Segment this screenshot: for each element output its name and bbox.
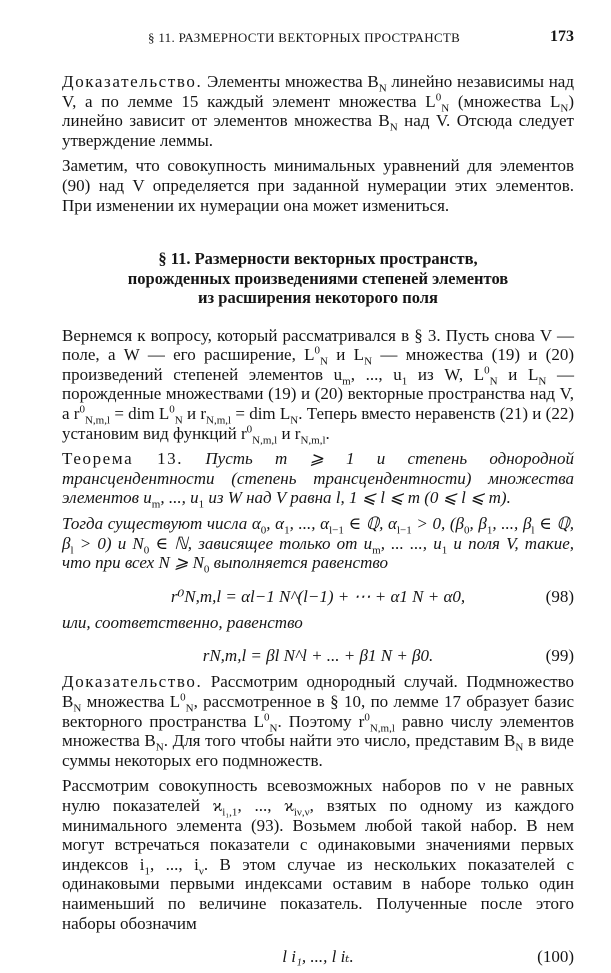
text-run: Доказательство. xyxy=(62,72,203,91)
text-run: и поля V, такие, что при всех N ⩾ N xyxy=(62,533,574,573)
paragraph xyxy=(62,325,575,447)
text-run: l xyxy=(531,524,535,537)
text-run: ∈ ℚ, α xyxy=(343,514,397,533)
text-run: N xyxy=(489,375,498,388)
text-run: (множества L xyxy=(449,91,561,111)
text-run: 1 xyxy=(144,865,150,878)
text-run: N xyxy=(364,355,373,368)
text-run: . xyxy=(325,423,330,443)
paragraph xyxy=(62,72,574,150)
text-run: 0 xyxy=(79,403,85,416)
text-run: 1 xyxy=(401,375,408,388)
text-run: N,m,l xyxy=(84,414,111,427)
text-run: m xyxy=(342,375,351,388)
text-run: линейно независимы над V, а по лемме 15 каждый элемент множества L xyxy=(62,72,574,111)
text-run: , рассмотренное в § 10, по лемме 17 образует базис векторного пространства L xyxy=(62,691,574,731)
text-run: N xyxy=(378,82,387,95)
text-run: N xyxy=(441,101,450,114)
text-run: 0 xyxy=(263,710,270,723)
text-run: и r xyxy=(182,404,207,424)
text-run: iν,ν xyxy=(293,806,310,819)
text-run: l−1 xyxy=(396,524,412,537)
text-run: , α xyxy=(266,514,285,533)
text-run: множества L xyxy=(81,691,181,711)
text-run: l xyxy=(70,543,74,556)
text-run: = dim L xyxy=(231,404,291,424)
formula-body: l i₁, ..., l iₜ. xyxy=(282,947,354,967)
text-run: N xyxy=(538,375,547,388)
text-run: 0 xyxy=(143,543,150,556)
text-run: 0 xyxy=(169,403,175,416)
text-run: над V. Отсюда следует утверждение леммы. xyxy=(62,111,574,150)
text-run: N xyxy=(269,721,278,734)
text-run: , ..., u xyxy=(160,488,199,508)
equation-number: (99) xyxy=(545,646,574,666)
formula-body: r⁰N,m,l = αl−1 N^(l−1) + ⋯ + α1 N + α0, xyxy=(170,586,466,606)
text-run: , ..., ϰ xyxy=(237,795,294,815)
text-run: Элементы множества B xyxy=(202,72,379,91)
formula-body: rN,m,l = βl N^l + ... + β1 N + β0. xyxy=(202,646,434,666)
section-title-line: порожденных произведениями степеней элементов xyxy=(127,268,509,288)
paragraph xyxy=(62,672,574,770)
text-run: из W, L xyxy=(407,364,485,384)
section-title xyxy=(62,249,574,308)
text-run: Вернемся к вопросу, который рассматривался в § 3. Пусть снова V — поле, а W — его расширение, L xyxy=(62,325,574,365)
text-run: — множества (19) и (20) произведений степеней элементов u xyxy=(62,345,574,384)
text-run: . В этом случае из нескольких показателей с одинаковыми первыми индексами оставим в наборе только один наименьший по величине показатель. Полученные после этого наборы обозначим xyxy=(62,854,574,933)
paragraph xyxy=(62,514,574,576)
text-run: 0 xyxy=(203,563,210,576)
text-run: и L xyxy=(327,345,365,365)
text-run: ) линейно зависит от элементов множества B xyxy=(62,91,574,131)
text-run: и r xyxy=(277,423,301,443)
text-run: . Для того чтобы найти это число, представим B xyxy=(163,731,516,751)
text-run: 1 xyxy=(486,524,493,537)
text-run: N xyxy=(73,702,82,715)
text-run: Теорема 13. xyxy=(62,449,184,469)
text-run: 0 xyxy=(246,422,253,435)
text-run: N,m,l xyxy=(300,434,326,447)
text-run: — порожденные множествами (19) и (20) векторные пространства над V, а r xyxy=(62,364,575,424)
text-run: , ... ..., u xyxy=(380,533,442,553)
running-header xyxy=(40,28,574,52)
text-run: N xyxy=(320,355,328,368)
text-run: 0 xyxy=(364,710,370,723)
text-run: , ..., α xyxy=(289,514,330,533)
text-run: 1 xyxy=(284,524,290,537)
text-run: . Теперь вместо неравенств (21) и (22) установим вид функций r xyxy=(62,404,574,443)
paragraph xyxy=(62,776,574,933)
text-run: 0 xyxy=(435,90,442,103)
text-run: выполняется равенство xyxy=(209,553,389,573)
text-run: или, соответственно, равенство xyxy=(62,612,303,632)
text-run: 0 xyxy=(180,691,186,704)
text-run: 0 xyxy=(464,524,470,537)
text-run: Рассмотрим однородный случай. Подмножество B xyxy=(62,672,574,711)
text-run: i₁,1 xyxy=(222,806,238,819)
text-run: N xyxy=(155,741,164,754)
text-run: 1 xyxy=(441,543,448,556)
text-run: Пусть m ⩾ 1 и степень однородной трансцендентности (степень трансцендентности) множества элементов u xyxy=(62,449,574,508)
page-number: 173 xyxy=(550,28,574,45)
text-run: N,m,l xyxy=(252,434,278,447)
display-formula xyxy=(62,642,574,670)
running-title: § 11. РАЗМЕРНОСТИ ВЕКТОРНЫХ ПРОСТРАНСТВ xyxy=(148,30,461,45)
text-run: , ..., u xyxy=(350,364,402,384)
paragraph xyxy=(62,449,574,511)
text-run: , ..., i xyxy=(149,854,199,874)
text-run: Тогда существуют числа α xyxy=(62,514,261,533)
text-run: > 0, (β xyxy=(411,514,465,533)
display-formula xyxy=(62,943,574,971)
equation-number: (100) xyxy=(537,947,574,967)
section-title-line: из расширения некоторого поля xyxy=(198,288,438,308)
text-run: 1 xyxy=(198,498,205,511)
text-run: ∈ ℚ, β xyxy=(62,514,574,553)
text-run: > 0) и N xyxy=(73,533,144,553)
equation-number: (98) xyxy=(545,586,574,606)
text-run: Доказательство. xyxy=(62,672,203,692)
text-run: и L xyxy=(497,364,539,384)
text-run: N xyxy=(185,702,194,715)
text-run: в виде суммы некоторых его подмножеств. xyxy=(62,731,574,770)
text-run: N xyxy=(560,101,569,114)
text-run: из W над V равна l, 1 ⩽ l ⩽ m (0 ⩽ l ⩽ m). xyxy=(204,488,511,508)
text-run: равно числу элементов множества B xyxy=(62,711,574,751)
paragraph xyxy=(62,613,574,633)
text-run: , ..., β xyxy=(492,514,532,533)
text-run: N xyxy=(389,121,398,134)
text-run: = dim L xyxy=(110,404,170,424)
text-run: N xyxy=(290,414,299,427)
text-run: 0 xyxy=(260,524,267,537)
text-run: ν xyxy=(198,865,204,878)
text-run: . Поэтому r xyxy=(277,711,365,731)
text-run: 0 xyxy=(484,364,490,377)
text-run: m xyxy=(372,543,381,556)
text-run: N xyxy=(515,741,524,754)
display-formula xyxy=(62,583,574,611)
text-run: N xyxy=(174,414,183,427)
text-run: N,m,l xyxy=(206,414,232,427)
text-run: , β xyxy=(469,514,487,533)
text-run: 0 xyxy=(314,344,321,357)
text-run: ∈ ℕ, зависящее только от u xyxy=(149,533,373,553)
text-run: N,m,l xyxy=(369,721,395,734)
section-title-line: § 11. Размерности векторных пространств, xyxy=(158,249,478,269)
text-run: , взятых по одному из каждого минимального элемента (93). Возьмем любой такой набор. В нем могут встречаться показатели с одинаковыми значениями первых индексов i xyxy=(62,795,574,874)
text-run: l−1 xyxy=(329,524,344,537)
text-run: m xyxy=(151,498,161,511)
paragraph xyxy=(62,156,574,215)
text-run: Заметим, что совокупность минимальных уравнений для элементов (90) над V определяется при заданной нумерации этих элементов. При изменении их нумерации она может измениться. xyxy=(62,156,574,215)
text-run: Рассмотрим совокупность всевозможных наборов по ν не равных нулю показателей ϰ xyxy=(62,776,574,815)
page-body xyxy=(62,72,574,973)
